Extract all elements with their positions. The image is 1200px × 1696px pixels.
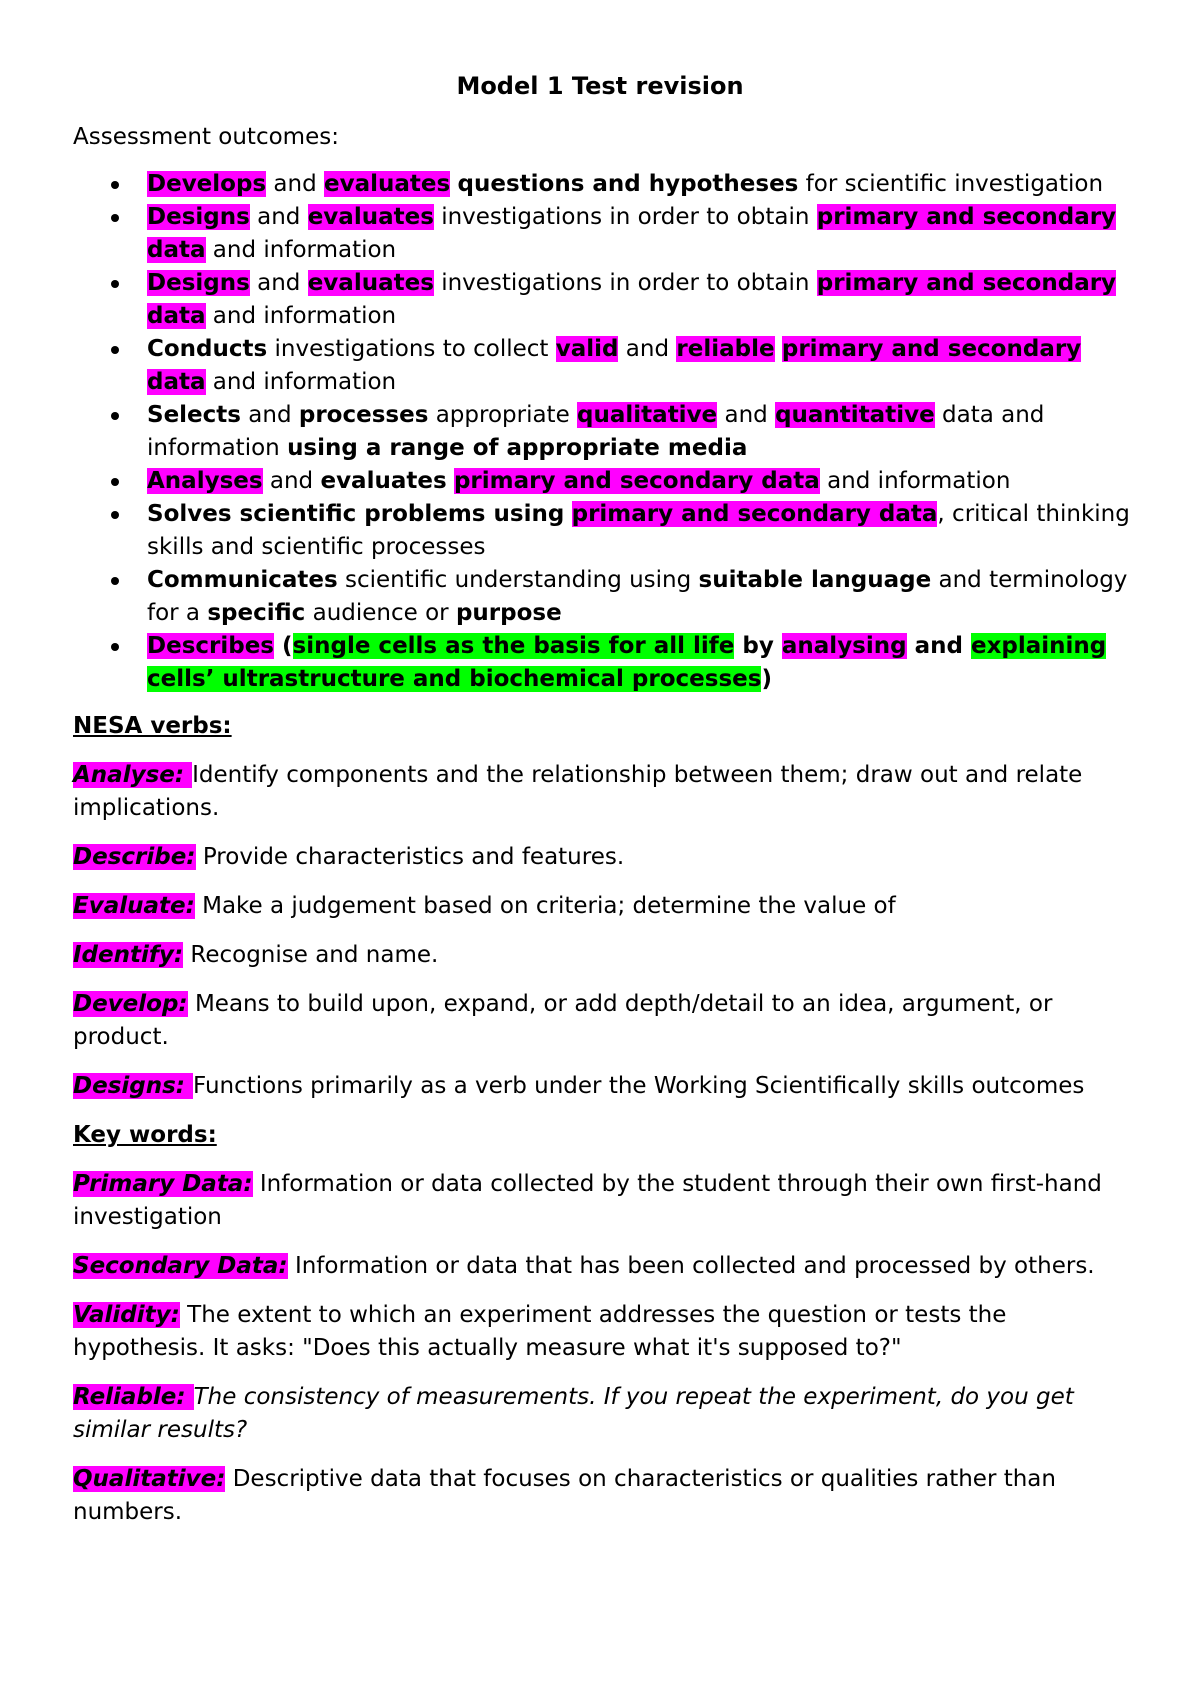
outcome-text: and bbox=[240, 402, 299, 428]
highlighted-text: primary and secondary data bbox=[147, 204, 1117, 263]
outcome-text: purpose bbox=[455, 600, 562, 626]
outcome-text: for scientific investigation bbox=[798, 171, 1104, 197]
outcome-text: evaluates bbox=[320, 468, 447, 494]
highlighted-text: single cells as the basis for all life bbox=[292, 633, 735, 659]
definition-term: Develop: bbox=[73, 991, 188, 1017]
definition-text: The extent to which an experiment addresses the question or tests the hypothesis. It asks: "Does this actually measure what it's supposed to?" bbox=[73, 1302, 1007, 1361]
highlighted-text: primary and secondary data bbox=[147, 270, 1117, 329]
outcome-text: by bbox=[734, 633, 782, 659]
outcome-text: processes bbox=[298, 402, 429, 428]
definition-text: Identify components and the relationship between them; draw out and relate implications. bbox=[73, 762, 1083, 821]
outcome-text: and bbox=[618, 336, 677, 362]
highlighted-text: Describes bbox=[147, 633, 274, 659]
outcome-text: Conducts bbox=[147, 336, 268, 362]
outcome-item bbox=[147, 201, 1138, 267]
outcome-text: and information bbox=[205, 237, 397, 263]
outcome-text: investigations in order to obtain bbox=[433, 204, 817, 230]
outcome-text: questions and hypotheses bbox=[457, 171, 799, 197]
outcome-text bbox=[775, 336, 782, 362]
definition-term: Designs: bbox=[73, 1073, 193, 1099]
outcome-text bbox=[447, 468, 454, 494]
outcome-text: and bbox=[266, 171, 325, 197]
outcome-item bbox=[147, 168, 1138, 201]
highlighted-text: Designs bbox=[147, 204, 250, 230]
outcome-item bbox=[147, 498, 1138, 564]
outcomes-list bbox=[73, 168, 1138, 696]
highlighted-text: evaluates bbox=[324, 171, 451, 197]
definition-text: Functions primarily as a verb under the Working Scientifically skills outcomes bbox=[193, 1073, 1085, 1099]
definition-text: Information or data that has been collected and processed by others. bbox=[287, 1253, 1095, 1279]
outcome-text: Communicates bbox=[147, 567, 338, 593]
definition-analyse bbox=[73, 759, 1138, 825]
outcome-text bbox=[450, 171, 457, 197]
definition-evaluate bbox=[73, 890, 1138, 923]
outcome-item bbox=[147, 333, 1138, 399]
definition-term: Evaluate: bbox=[73, 893, 195, 919]
definition-term: Primary Data: bbox=[73, 1171, 253, 1197]
definition-text: Provide characteristics and features. bbox=[195, 844, 625, 870]
highlighted-text: primary and secondary data bbox=[147, 336, 1082, 395]
outcome-text: suitable language bbox=[698, 567, 932, 593]
highlighted-text: Analyses bbox=[147, 468, 263, 494]
definition-text: Information or data collected by the student through their own first-hand investigation bbox=[73, 1171, 1102, 1230]
assessment-outcomes-label: Assessment outcomes: bbox=[73, 124, 339, 150]
outcome-text: appropriate bbox=[428, 402, 578, 428]
definition-identify bbox=[73, 939, 1138, 972]
definition-term: Analyse: bbox=[73, 762, 193, 788]
nesa-verbs-heading: NESA verbs: bbox=[73, 713, 232, 739]
definition-secondary-data bbox=[73, 1250, 1138, 1283]
highlighted-text: qualitative bbox=[577, 402, 718, 428]
definition-term: Describe: bbox=[73, 844, 196, 870]
outcome-text: ) bbox=[761, 666, 772, 692]
highlighted-text: analysing bbox=[781, 633, 907, 659]
definition-describe bbox=[73, 841, 1138, 874]
definition-qualitative bbox=[73, 1463, 1138, 1529]
definition-primary-data bbox=[73, 1168, 1138, 1234]
outcome-item bbox=[147, 465, 1138, 498]
outcome-text: using a range of appropriate media bbox=[287, 435, 748, 461]
outcome-text: specific bbox=[207, 600, 306, 626]
definition-develop bbox=[73, 988, 1138, 1054]
highlighted-text: primary and secondary data bbox=[571, 501, 938, 527]
outcome-text bbox=[564, 501, 571, 527]
definition-text: Recognise and name. bbox=[183, 942, 439, 968]
definition-text: Means to build upon, expand, or add depth/detail to an idea, argument, or product. bbox=[73, 991, 1053, 1050]
definition-term: Qualitative: bbox=[73, 1466, 226, 1492]
outcome-item bbox=[147, 267, 1138, 333]
highlighted-text: evaluates bbox=[307, 270, 434, 296]
definition-term: Secondary Data: bbox=[73, 1253, 288, 1279]
definition-text: The consistency of measurements. If you repeat the experiment, do you get similar results? bbox=[73, 1384, 1074, 1443]
outcome-text: and terminology for a bbox=[147, 567, 1128, 626]
outcome-text: and information bbox=[819, 468, 1011, 494]
definition-text: Descriptive data that focuses on characteristics or qualities rather than numbers. bbox=[73, 1466, 1056, 1525]
outcome-text: and bbox=[906, 633, 971, 659]
definition-term: Identify: bbox=[73, 942, 184, 968]
highlighted-text: reliable bbox=[676, 336, 775, 362]
highlighted-text: evaluates bbox=[307, 204, 434, 230]
outcome-item bbox=[147, 399, 1138, 465]
outcome-text: and bbox=[717, 402, 776, 428]
outcome-text: Solves scientific problems using bbox=[147, 501, 565, 527]
outcome-text: , critical thinking skills and scientific processes bbox=[147, 501, 1130, 560]
outcome-text: and bbox=[249, 270, 308, 296]
page-title: Model 1 Test revision bbox=[456, 72, 744, 100]
outcome-text: and information bbox=[205, 369, 397, 395]
definition-designs bbox=[73, 1070, 1138, 1103]
outcome-item bbox=[147, 630, 1138, 696]
definition-validity bbox=[73, 1299, 1138, 1365]
outcome-text: and bbox=[249, 204, 308, 230]
highlighted-text: quantitative bbox=[775, 402, 935, 428]
definition-term: Reliable: bbox=[73, 1384, 194, 1410]
outcome-text: data and information bbox=[147, 402, 1045, 461]
outcome-item bbox=[147, 564, 1138, 630]
highlighted-text: Develops bbox=[147, 171, 267, 197]
outcome-text: Selects bbox=[147, 402, 241, 428]
definition-text: Make a judgement based on criteria; determine the value of bbox=[194, 893, 896, 919]
outcome-text: audience or bbox=[305, 600, 456, 626]
outcome-text: and information bbox=[205, 303, 397, 329]
highlighted-text: primary and secondary data bbox=[453, 468, 820, 494]
outcome-text: ( bbox=[274, 633, 293, 659]
outcome-text: investigations in order to obtain bbox=[433, 270, 817, 296]
highlighted-text: valid bbox=[555, 336, 619, 362]
document-body bbox=[73, 121, 1138, 1545]
outcome-text: investigations to collect bbox=[267, 336, 556, 362]
highlighted-text: Designs bbox=[147, 270, 250, 296]
key-words-heading: Key words: bbox=[73, 1122, 217, 1148]
definition-term: Validity: bbox=[73, 1302, 180, 1328]
outcome-text: scientific understanding using bbox=[337, 567, 699, 593]
highlighted-text: explaining cells’ ultrastructure and biochemical processes bbox=[147, 633, 1107, 692]
definition-reliable bbox=[73, 1381, 1138, 1447]
outcome-text: and bbox=[262, 468, 321, 494]
